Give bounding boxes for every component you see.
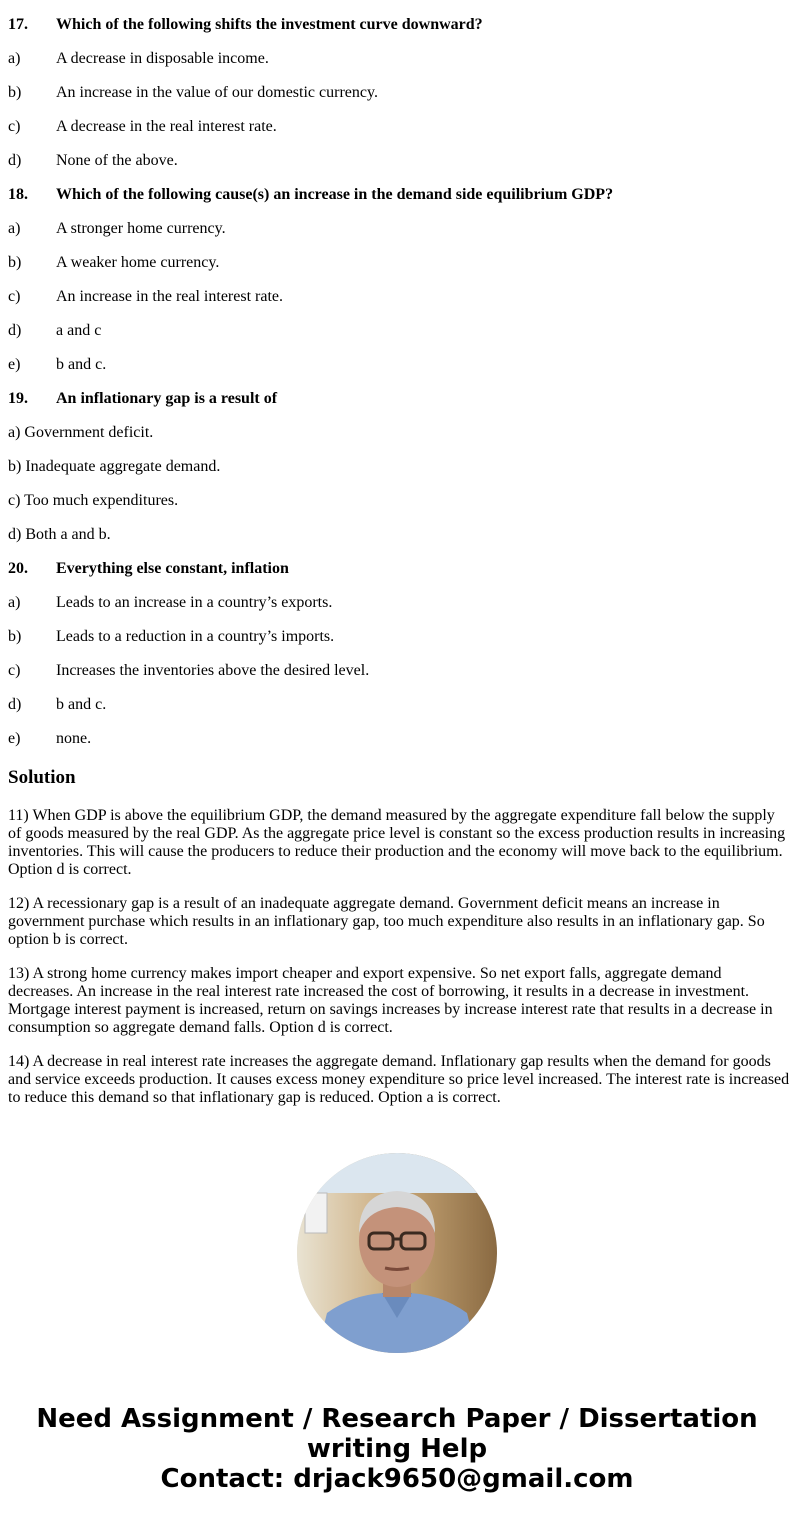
option-letter: b) xyxy=(8,84,22,101)
option-letter: c) xyxy=(8,288,21,305)
option-text: Leads to an increase in a country’s exports. xyxy=(56,594,333,611)
solution-paragraph-12: 12) A recessionary gap is a result of an inadequate aggregate demand. Government deficit means an increase in government purchase which results in an inflationary gap, too much expenditure also results in an inflationary gap. So option b is correct. xyxy=(8,895,765,948)
option-text: Leads to a reduction in a country’s imports. xyxy=(56,628,335,645)
question-text: An inflationary gap is a result of xyxy=(56,390,278,407)
question-18 xyxy=(8,186,613,204)
option-letter: c) xyxy=(8,662,21,679)
question-number: 17. xyxy=(8,16,28,33)
option-20c xyxy=(8,662,369,680)
option-letter: b) xyxy=(8,254,22,271)
question-20 xyxy=(8,560,289,578)
option-letter: b) xyxy=(8,628,22,645)
option-17a xyxy=(8,50,269,68)
author-photo xyxy=(297,1153,497,1353)
option-text: Increases the inventories above the desired level. xyxy=(56,662,370,679)
option-letter: e) xyxy=(8,730,21,747)
option-18a xyxy=(8,220,226,238)
option-text: An increase in the value of our domestic currency. xyxy=(56,84,378,101)
option-letter: a) xyxy=(8,594,21,611)
option-text: An increase in the real interest rate. xyxy=(56,288,283,305)
option-17c xyxy=(8,118,277,136)
person-photo-icon xyxy=(297,1153,497,1353)
option-18c xyxy=(8,288,283,306)
option-letter: d) xyxy=(8,696,22,713)
option-text: None of the above. xyxy=(56,152,178,169)
solution-paragraph-13: 13) A strong home currency makes import cheaper and export expensive. So net export falls, aggregate demand decreases. An increase in the real interest rate increased the cost of borrowing, it results in a decrease in investment. Mortgage interest payment is increased, return on savings increases by increase interest rate that results in a decrease in consumption so aggregate demand falls. Option d is correct. xyxy=(8,965,773,1036)
option-letter: d) xyxy=(8,322,22,339)
option-text: A decrease in disposable income. xyxy=(56,50,269,67)
option-19b: b) Inadequate aggregate demand. xyxy=(8,458,221,475)
option-text: A weaker home currency. xyxy=(56,254,220,271)
solution-heading: Solution xyxy=(8,767,76,788)
question-text: Which of the following cause(s) an increase in the demand side equilibrium GDP? xyxy=(56,186,614,203)
option-17d xyxy=(8,152,178,170)
option-letter: e) xyxy=(8,356,21,373)
question-number: 18. xyxy=(8,186,28,203)
question-text: Everything else constant, inflation xyxy=(56,560,289,577)
option-18b xyxy=(8,254,219,272)
option-text: a and c xyxy=(56,322,102,339)
option-20d xyxy=(8,696,106,714)
solution-paragraph-11: 11) When GDP is above the equilibrium GDP, the demand measured by the aggregate expenditure fall below the supply of goods measured by the real GDP. As the aggregate price level is constant so the excess production results in increasing inventories. This will cause the producers to reduce their production and the economy will move back to the equilibrium. Option d is correct. xyxy=(8,807,786,878)
option-19c: c) Too much expenditures. xyxy=(8,492,179,509)
option-19a: a) Government deficit. xyxy=(8,424,154,441)
question-19 xyxy=(8,390,277,408)
option-20b xyxy=(8,628,334,646)
option-letter: a) xyxy=(8,220,21,237)
option-text: none. xyxy=(56,730,92,747)
question-number: 19. xyxy=(8,390,28,407)
option-19d: d) Both a and b. xyxy=(8,526,111,543)
option-text: A decrease in the real interest rate. xyxy=(56,118,277,135)
option-text: b and c. xyxy=(56,356,107,373)
question-17 xyxy=(8,16,483,34)
solution-paragraph-14: 14) A decrease in real interest rate increases the aggregate demand. Inflationary gap results when the demand for goods and service exceeds production. It causes excess money expenditure so price level increased. The interest rate is increased to reduce this demand so that inflationary gap is reduced. Option a is correct. xyxy=(8,1053,790,1106)
option-20e xyxy=(8,730,91,748)
cta-line-2: writing Help xyxy=(306,1434,488,1464)
option-18d xyxy=(8,322,101,340)
question-text: Which of the following shifts the investment curve downward? xyxy=(56,16,483,33)
cta-line-1: Need Assignment / Research Paper / Dissertation xyxy=(36,1404,758,1434)
question-number: 20. xyxy=(8,560,28,577)
option-letter: d) xyxy=(8,152,22,169)
option-20a xyxy=(8,594,332,612)
option-17b xyxy=(8,84,378,102)
option-letter: a) xyxy=(8,50,21,67)
cta-contact[interactable]: Contact: drjack9650@gmail.com xyxy=(160,1464,634,1494)
option-text: A stronger home currency. xyxy=(56,220,226,237)
option-letter: c) xyxy=(8,118,21,135)
option-text: b and c. xyxy=(56,696,107,713)
option-18e xyxy=(8,356,106,374)
